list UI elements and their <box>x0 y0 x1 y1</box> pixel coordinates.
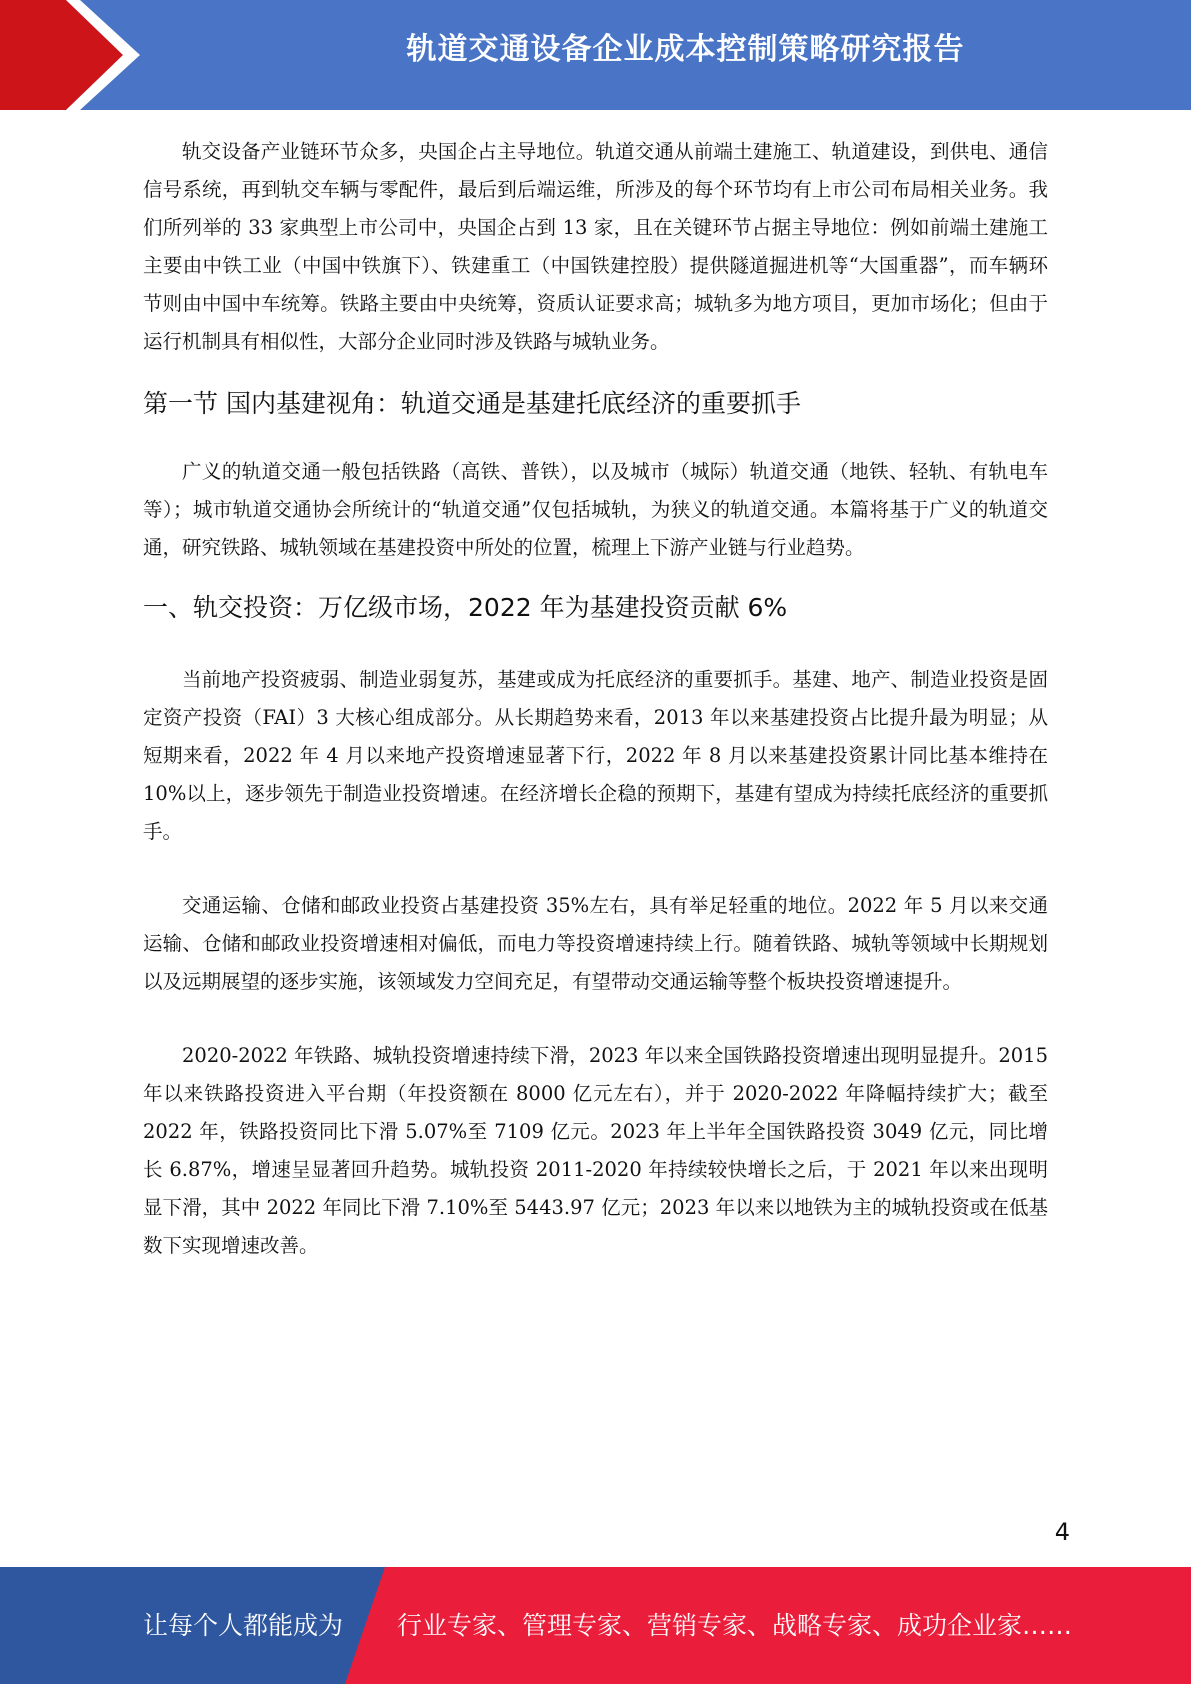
header-arrow-decoration <box>0 0 150 110</box>
body-paragraph: 广义的轨道交通一般包括铁路（高铁、普铁），以及城市（城际）轨道交通（地铁、轻轨、有轨电车等）；城市轨道交通协会所统计的“轨道交通”仅包括城轨，为狭义的轨道交通。本篇将基于广义的轨道交通，研究铁路、城轨领域在基建投资中所处的位置，梳理上下游产业链与行业趋势。 <box>143 460 1048 559</box>
footer-slogan-right: 行业专家、管理专家、营销专家、战略专家、成功企业家…… <box>397 1611 1073 1640</box>
page-header <box>0 0 1191 110</box>
footer-slogan-left: 让每个人都能成为 <box>143 1611 344 1640</box>
body-paragraph: 2020-2022 年铁路、城轨投资增速持续下滑，2023 年以来全国铁路投资增速出现明显提升。2015 年以来铁路投资进入平台期（年投资额在 8000 亿元左右），并于 2020-2022 年降幅持续扩大；截至 2022 年，铁路投资同比下滑 5.07%至 7109 亿元。2023 年上半年全国铁路投资 3049 亿元，同比增长 6.87%，增速呈显著回升趋势。城轨投资 2011-2020 年持续较快增长之后，于 2021 年以来出现明显下滑，其中 2022 年同比下滑 7.10%至 5443.97 亿元；2023 年以来以地铁为主的城轨投资或在低基数下实现增速改善。 <box>143 1044 1048 1257</box>
page-number: 4 <box>1054 1518 1070 1546</box>
report-title: 轨道交通设备企业成本控制策略研究报告 <box>406 32 965 67</box>
page-content <box>143 133 1048 1265</box>
subsection-heading: 一、轨交投资：万亿级市场，2022 年为基建投资贡献 6% <box>143 593 788 622</box>
body-paragraph: 交通运输、仓储和邮政业投资占基建投资 35%左右，具有举足轻重的地位。2022 年 5 月以来交通运输、仓储和邮政业投资增速相对偏低，而电力等投资增速持续上行。随着铁路、城轨等领域中长期规划以及远期展望的逐步实施，该领域发力空间充足，有望带动交通运输等整个板块投资增速提升。 <box>143 894 1048 993</box>
body-paragraph: 当前地产投资疲弱、制造业弱复苏，基建或成为托底经济的重要抓手。基建、地产、制造业投资是固定资产投资（FAI）3 大核心组成部分。从长期趋势来看，2013 年以来基建投资占比提升最为明显；从短期来看，2022 年 4 月以来地产投资增速显著下行，2022 年 8 月以来基建投资累计同比基本维持在 10%以上，逐步领先于制造业投资增速。在经济增长企稳的预期下，基建有望成为持续托底经济的重要抓手。 <box>143 668 1048 843</box>
section-heading: 第一节 国内基建视角：轨道交通是基建托底经济的重要抓手 <box>143 389 801 418</box>
body-paragraph: 轨交设备产业链环节众多，央国企占主导地位。轨道交通从前端土建施工、轨道建设，到供电、通信信号系统，再到轨交车辆与零配件，最后到后端运维，所涉及的每个环节均有上市公司布局相关业务。我们所列举的 33 家典型上市公司中，央国企占到 13 家，且在关键环节占据主导地位：例如前端土建施工主要由中铁工业（中国中铁旗下）、铁建重工（中国铁建控股）提供隧道掘进机等“大国重器”，而车辆环节则由中国中车统筹。铁路主要由中央统筹，资质认证要求高；城轨多为地方项目，更加市场化；但由于运行机制具有相似性，大部分企业同时涉及铁路与城轨业务。 <box>143 140 1048 353</box>
page-footer <box>0 1567 1191 1684</box>
